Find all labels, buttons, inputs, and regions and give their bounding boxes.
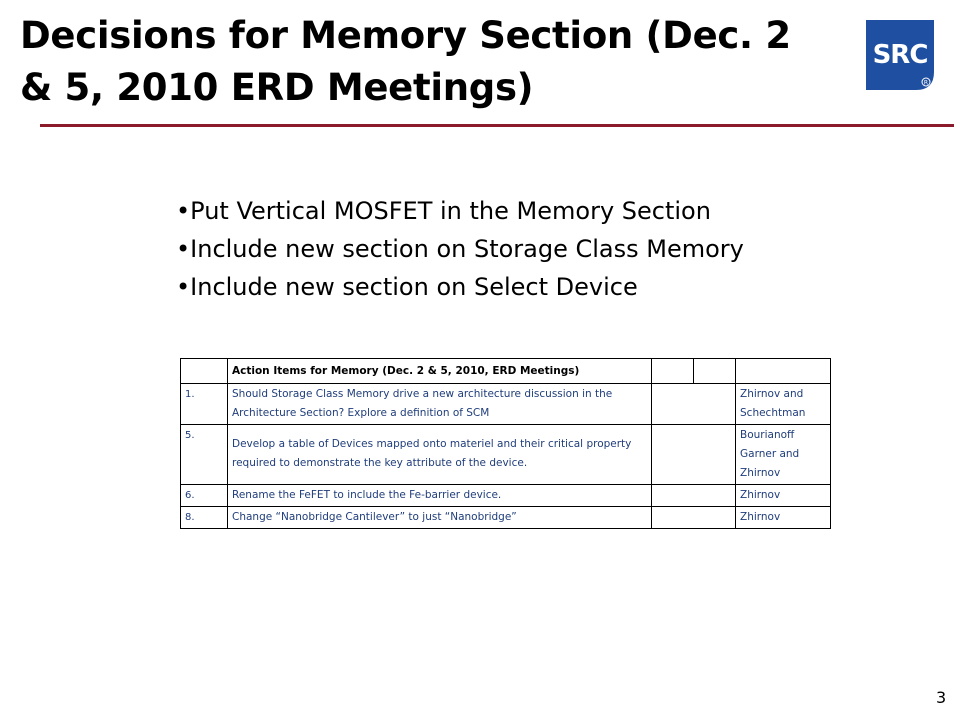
action-items-table [180,358,831,529]
table-header-row [181,359,831,384]
action-item-text: Rename the FeFET to include the Fe-barrier device. [228,485,652,507]
table-cell [694,359,736,384]
action-item-owner: Zhirnov [736,485,831,507]
table-cell [652,359,694,384]
row-number: 6. [181,485,228,507]
table-cell [652,507,736,529]
table-header-title: Action Items for Memory (Dec. 2 & 5, 2010, ERD Meetings) [228,359,652,384]
row-number: 5. [181,425,228,485]
action-item-text: Should Storage Class Memory drive a new architecture discussion in the Architecture Section? Explore a definition of SCM [228,384,652,425]
slide-title: Decisions for Memory Section (Dec. 2 & 5, 2010 ERD Meetings) [20,14,791,109]
table-row [181,485,831,507]
table-row [181,425,831,485]
bullet-item: •Include new section on Select Device [176,273,638,301]
action-item-owner: Zhirnov and Schechtman [736,384,831,425]
table-cell [181,359,228,384]
table-row [181,384,831,425]
action-item-text: Change “Nanobridge Cantilever” to just “Nanobridge” [228,507,652,529]
table-cell [652,485,736,507]
table-cell [652,425,736,485]
table-row [181,507,831,529]
title-underline [40,124,954,127]
row-number: 1. [181,384,228,425]
svg-text:R: R [923,79,929,87]
action-item-text: Develop a table of Devices mapped onto materiel and their critical property required to demonstrate the key attribute of the device. [228,425,652,485]
table-cell [736,359,831,384]
row-number: 8. [181,507,228,529]
bullet-item: •Include new section on Storage Class Memory [176,235,744,263]
decision-bullets [176,192,744,306]
src-logo [866,20,934,90]
action-item-owner: Zhirnov [736,507,831,529]
page-number: 3 [936,688,947,707]
bullet-item: •Put Vertical MOSFET in the Memory Section [176,197,711,225]
action-item-owner: Bourianoff Garner and Zhirnov [736,425,831,485]
svg-text:SRC: SRC [872,40,928,70]
table-cell [652,384,736,425]
